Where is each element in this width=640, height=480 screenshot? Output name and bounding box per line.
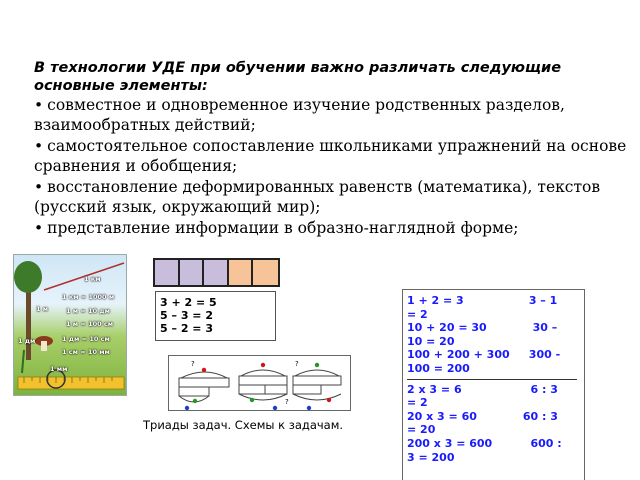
triad-line: 5 – 2 = 3 <box>160 322 213 335</box>
bullet-text: самостоятельное сопоставление школьниками упражнений на основе сравнения и обобщения; <box>34 137 627 175</box>
equation-line: 200 x 3 = 600 600 : <box>407 436 562 450</box>
equation-line: 100 = 200 <box>407 361 470 375</box>
equation-line: = 20 <box>407 423 436 437</box>
measure-label: 1 м = 10 дм <box>66 307 110 315</box>
measure-label: 1 км = 1000 м <box>62 293 115 301</box>
scheme-question-mark: ? <box>295 360 299 368</box>
measure-label: 1 м <box>36 305 49 313</box>
triad-line: 5 – 3 = 2 <box>160 309 213 322</box>
bullet-item <box>34 96 634 135</box>
strip-cell <box>204 260 229 285</box>
equation-line: = 2 <box>407 307 428 321</box>
bullet-text: совместное и одновременное изучение родственных разделов, взаимообратных действий; <box>34 96 565 134</box>
equation-line: 10 = 20 <box>407 334 455 348</box>
equation-line: 2 x 3 = 6 6 : 3 <box>407 382 558 396</box>
triad-line: 3 + 2 = 5 <box>160 296 217 309</box>
measure-label: 1 дм <box>18 337 36 345</box>
colored-strip <box>153 258 280 287</box>
scheme-question-mark: ? <box>191 360 195 368</box>
equation-line: 1 + 2 = 3 3 – 1 <box>407 294 558 307</box>
equation-line: 100 + 200 + 300 300 - <box>407 348 561 362</box>
slide-heading: В технологии УДЕ при обучении важно различать следующие основные элементы: <box>34 60 562 94</box>
strip-cell <box>155 260 180 285</box>
equation-line: 20 x 3 = 60 60 : 3 <box>407 409 558 423</box>
measure-label: 1 м = 100 см <box>66 320 114 328</box>
strip-cell <box>253 260 278 285</box>
measure-label: 1 дм = 10 см <box>62 335 110 343</box>
bullet-mark: • <box>34 96 44 114</box>
bullet-item <box>34 178 634 217</box>
bullet-item <box>34 137 634 176</box>
scheme-diagrams <box>169 356 352 412</box>
measure-label: 1 мм <box>50 365 68 373</box>
bullet-list <box>34 96 634 241</box>
scheme-question-mark: ? <box>285 398 289 406</box>
equation-line: 10 + 20 = 30 30 – <box>407 321 558 335</box>
strip-cell <box>180 260 205 285</box>
measure-label: 1 км <box>84 275 101 283</box>
measure-label: 1 см = 10 мм <box>62 348 110 356</box>
task-schemes <box>168 355 351 411</box>
measurement-picture <box>13 254 127 396</box>
equation-line: = 2 <box>407 396 428 410</box>
equations-box <box>402 289 585 480</box>
bullet-mark: • <box>34 178 44 196</box>
equation-line: 3 = 200 <box>407 450 455 464</box>
bullet-mark: • <box>34 137 44 155</box>
equations-divider <box>407 379 577 380</box>
bullet-text: представление информации в образно-наглядной форме; <box>47 219 519 237</box>
bullet-mark: • <box>34 219 44 237</box>
bullet-text: восстановление деформированных равенств (математика), текстов (русский язык, окружающий мир); <box>34 178 601 216</box>
schemes-caption: Триады задач. Схемы к задачам. <box>143 418 344 432</box>
triad-box <box>155 291 276 341</box>
bullet-item <box>34 219 634 239</box>
strip-cell <box>229 260 254 285</box>
